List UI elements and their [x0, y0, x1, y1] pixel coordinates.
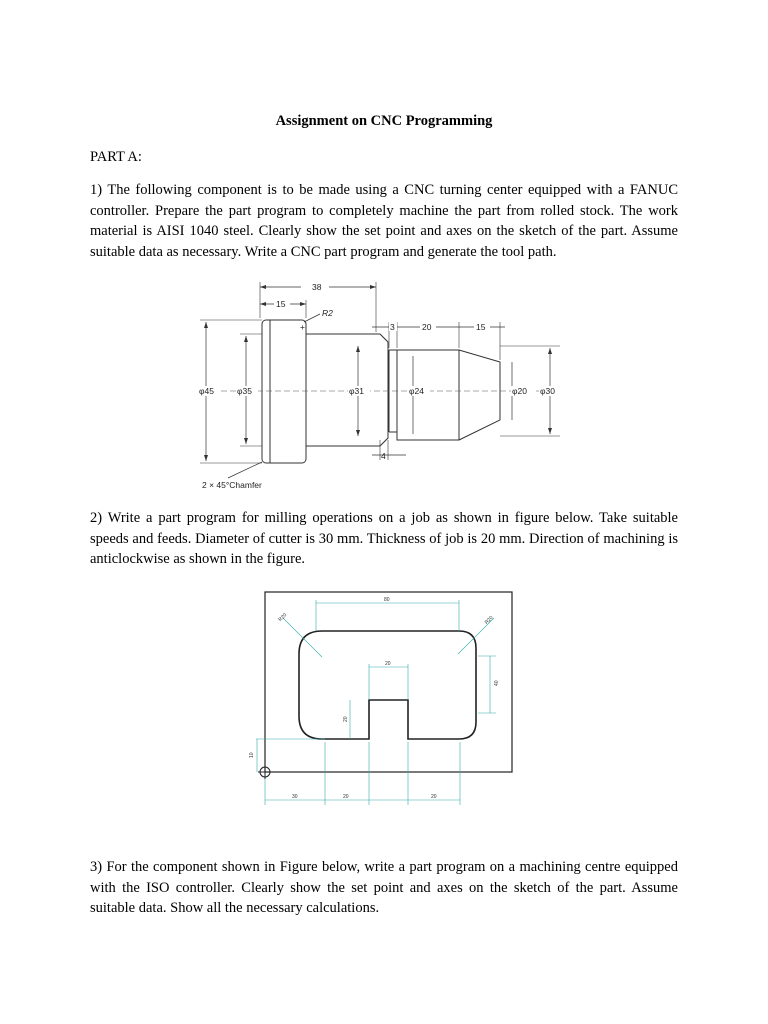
dia-45: φ45: [199, 386, 214, 396]
dia-20: φ20: [512, 386, 527, 396]
dim-base-height: 10: [249, 752, 255, 758]
dim-right-height: 40: [494, 680, 500, 686]
dim-3: 3: [390, 322, 395, 332]
dim-15: 15: [276, 299, 286, 309]
dim-38: 38: [312, 282, 322, 292]
question-2: 2) Write a part program for milling operations on a job as shown in figure below. Take suitable speeds and feeds. Diameter of cutter is 30 mm. Thickness of job is 20 mm. Direction of machining is anticlockwise as shown in the figure.: [90, 510, 678, 567]
dim-r2: R2: [322, 308, 333, 318]
dia-24: φ24: [409, 386, 424, 396]
turning-part-drawing: [195, 278, 575, 493]
dim-top-80: 80: [384, 597, 390, 603]
milling-job-drawing: [244, 588, 529, 810]
dia-30: φ30: [540, 386, 555, 396]
dim-slot-depth: 20: [343, 716, 349, 722]
dim-bottom-1: 30: [292, 794, 298, 800]
dia-31: φ31: [349, 386, 364, 396]
dim-slot-width: 20: [385, 661, 391, 667]
dim-20: 20: [422, 322, 432, 332]
document-title: Assignment on CNC Programming: [275, 113, 493, 129]
question-1: 1) The following component is to be made using a CNC turning center equipped with a FANUC controller. Prepare the part program to completely machine the part from rolled stock. The work material is AISI 1040 steel. Clearly show the set point and axes on the sketch of the part. Assume suitable data as necessary. Write a CNC part program and generate the tool path.: [90, 182, 678, 260]
radius-right: R20: [483, 614, 495, 626]
svg-text:+: +: [300, 322, 305, 332]
chamfer-note: 2 × 45°Chamfer: [202, 480, 262, 490]
dia-35: φ35: [237, 386, 252, 396]
dim-bottom-3: 20: [431, 794, 437, 800]
question-3: 3) For the component shown in Figure below, write a part program on a machining centre equipped with the ISO controller. Clearly show the set point and axes on the sketch of the part. Assume suitable data. Show all the necessary calculations.: [90, 859, 678, 916]
dim-4: 4: [381, 451, 386, 461]
part-label: PART A:: [90, 149, 142, 165]
radius-left: R20: [277, 612, 289, 623]
dim-15b: 15: [476, 322, 486, 332]
dim-bottom-2: 20: [343, 794, 349, 800]
